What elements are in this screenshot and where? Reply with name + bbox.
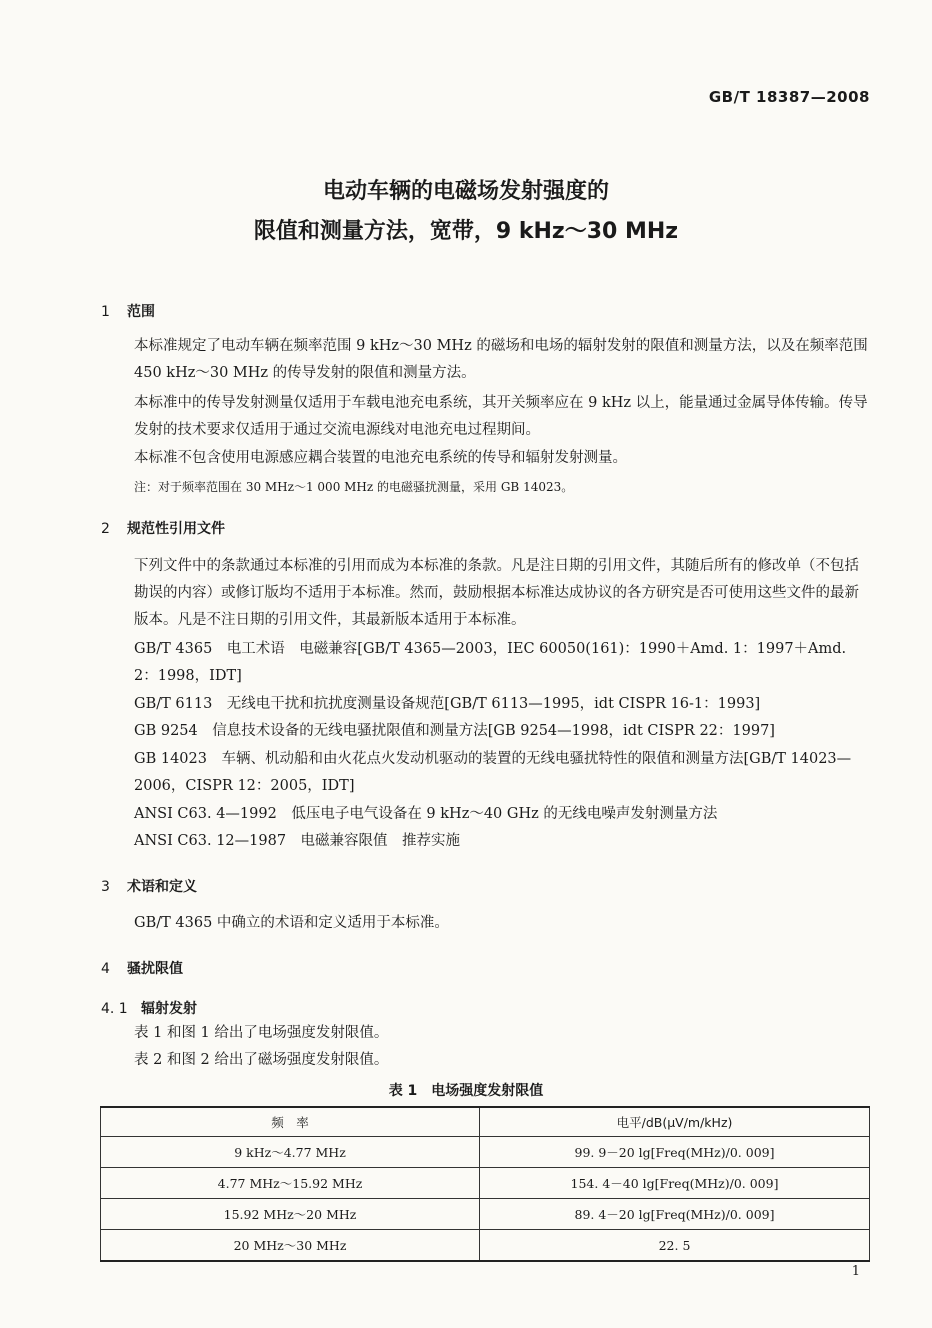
section-1-paragraph-2: 本标准中的传导发射测量仅适用于车载电池充电系统，其开关频率应在 9 kHz 以上，能量通过金属导体传输。传导发射的技术要求仅适用于通过交流电源线对电池充电过程期间。 <box>134 395 868 438</box>
subsection-4-1-heading <box>101 998 197 1018</box>
page-number: 1 <box>851 1264 860 1279</box>
section-3-heading <box>101 876 197 896</box>
table-header-frequency: 频 率 <box>101 1107 480 1137</box>
table-header-row <box>101 1107 870 1137</box>
section-title: 规范性引用文件 <box>127 521 225 537</box>
section-4-paragraph-1: 表 1 和图 1 给出了电场强度发射限值。 <box>134 1025 389 1041</box>
table-row <box>101 1230 870 1262</box>
table-1-emission-limits <box>100 1106 870 1262</box>
section-2-paragraph-1: 下列文件中的条款通过本标准的引用而成为本标准的条款。凡是注日期的引用文件，其随后所有的修改单（不包括勘误的内容）或修订版均不适用于本标准。然而，鼓励根据本标准达成协议的各方研究是否可使用这些文件的最新版本。凡是不注日期的引用文件，其最新版本适用于本标准。 <box>134 558 859 628</box>
frequency-cell: 4.77 MHz～15.92 MHz <box>101 1168 480 1199</box>
section-3-paragraph-1: GB/T 4365 中确立的术语和定义适用于本标准。 <box>134 915 449 931</box>
section-title: 骚扰限值 <box>127 961 183 977</box>
section-4-paragraph-2: 表 2 和图 2 给出了磁场强度发射限值。 <box>134 1052 389 1068</box>
title-line-2: 限值和测量方法，宽带，9 kHz～30 MHz <box>253 219 679 244</box>
frequency-cell: 15.92 MHz～20 MHz <box>101 1199 480 1230</box>
table-1-caption: 表 1 电场强度发射限值 <box>388 1083 544 1099</box>
reference-item: ANSI C63. 4—1992 低压电子电气设备在 9 kHz～40 GHz 的无线电噪声发射测量方法 <box>134 806 718 822</box>
section-number: 3 <box>101 879 110 895</box>
section-1-paragraph-1: 本标准规定了电动车辆在频率范围 9 kHz～30 MHz 的磁场和电场的辐射发射的限值和测量方法，以及在频率范围 450 kHz～30 MHz 的传导发射的限值和测量方法。 <box>134 338 868 381</box>
section-2-heading <box>101 518 225 538</box>
section-1-paragraph-3: 本标准不包含使用电源感应耦合装置的电池充电系统的传导和辐射发射测量。 <box>134 450 627 466</box>
reference-item: GB 14023 车辆、机动船和由火花点火发动机驱动的装置的无线电骚扰特性的限值和测量方法[GB/T 14023—2006，CISPR 12：2005，IDT] <box>134 751 852 794</box>
reference-item: GB/T 6113 无线电干扰和抗扰度测量设备规范[GB/T 6113—1995，idt CISPR 16-1：1993] <box>134 696 761 712</box>
section-number: 1 <box>101 304 110 320</box>
reference-item: ANSI C63. 12—1987 电磁兼容限值 推荐实施 <box>134 833 461 849</box>
reference-item: GB/T 4365 电工术语 电磁兼容[GB/T 4365—2003，IEC 60050(161)：1990＋Amd. 1：1997＋Amd. 2：1998，IDT] <box>134 641 847 684</box>
document-title <box>0 172 932 252</box>
section-title: 术语和定义 <box>127 879 197 895</box>
table-row <box>101 1168 870 1199</box>
standard-code: GB/T 18387—2008 <box>708 88 870 106</box>
section-1-note: 注：对于频率范围在 30 MHz～1 000 MHz 的电磁骚扰测量，采用 GB 14023。 <box>134 480 574 494</box>
title-line-1: 电动车辆的电磁场发射强度的 <box>322 179 609 204</box>
section-1-heading <box>101 301 155 321</box>
subsection-number: 4. 1 <box>101 1001 128 1017</box>
level-cell: 99. 9－20 lg[Freq(MHz)/0. 009] <box>480 1137 870 1168</box>
section-4-heading <box>101 958 183 978</box>
section-number: 2 <box>101 521 110 537</box>
frequency-cell: 9 kHz～4.77 MHz <box>101 1137 480 1168</box>
level-cell: 22. 5 <box>480 1230 870 1262</box>
section-title: 范围 <box>127 304 155 320</box>
section-number: 4 <box>101 961 110 977</box>
table-row <box>101 1199 870 1230</box>
frequency-cell: 20 MHz～30 MHz <box>101 1230 480 1262</box>
level-cell: 154. 4－40 lg[Freq(MHz)/0. 009] <box>480 1168 870 1199</box>
subsection-title: 辐射发射 <box>141 1001 197 1017</box>
level-cell: 89. 4－20 lg[Freq(MHz)/0. 009] <box>480 1199 870 1230</box>
table-row <box>101 1137 870 1168</box>
table-header-level: 电平/dB(μV/m/kHz) <box>480 1107 870 1137</box>
reference-item: GB 9254 信息技术设备的无线电骚扰限值和测量方法[GB 9254—1998，idt CISPR 22：1997] <box>134 723 775 739</box>
